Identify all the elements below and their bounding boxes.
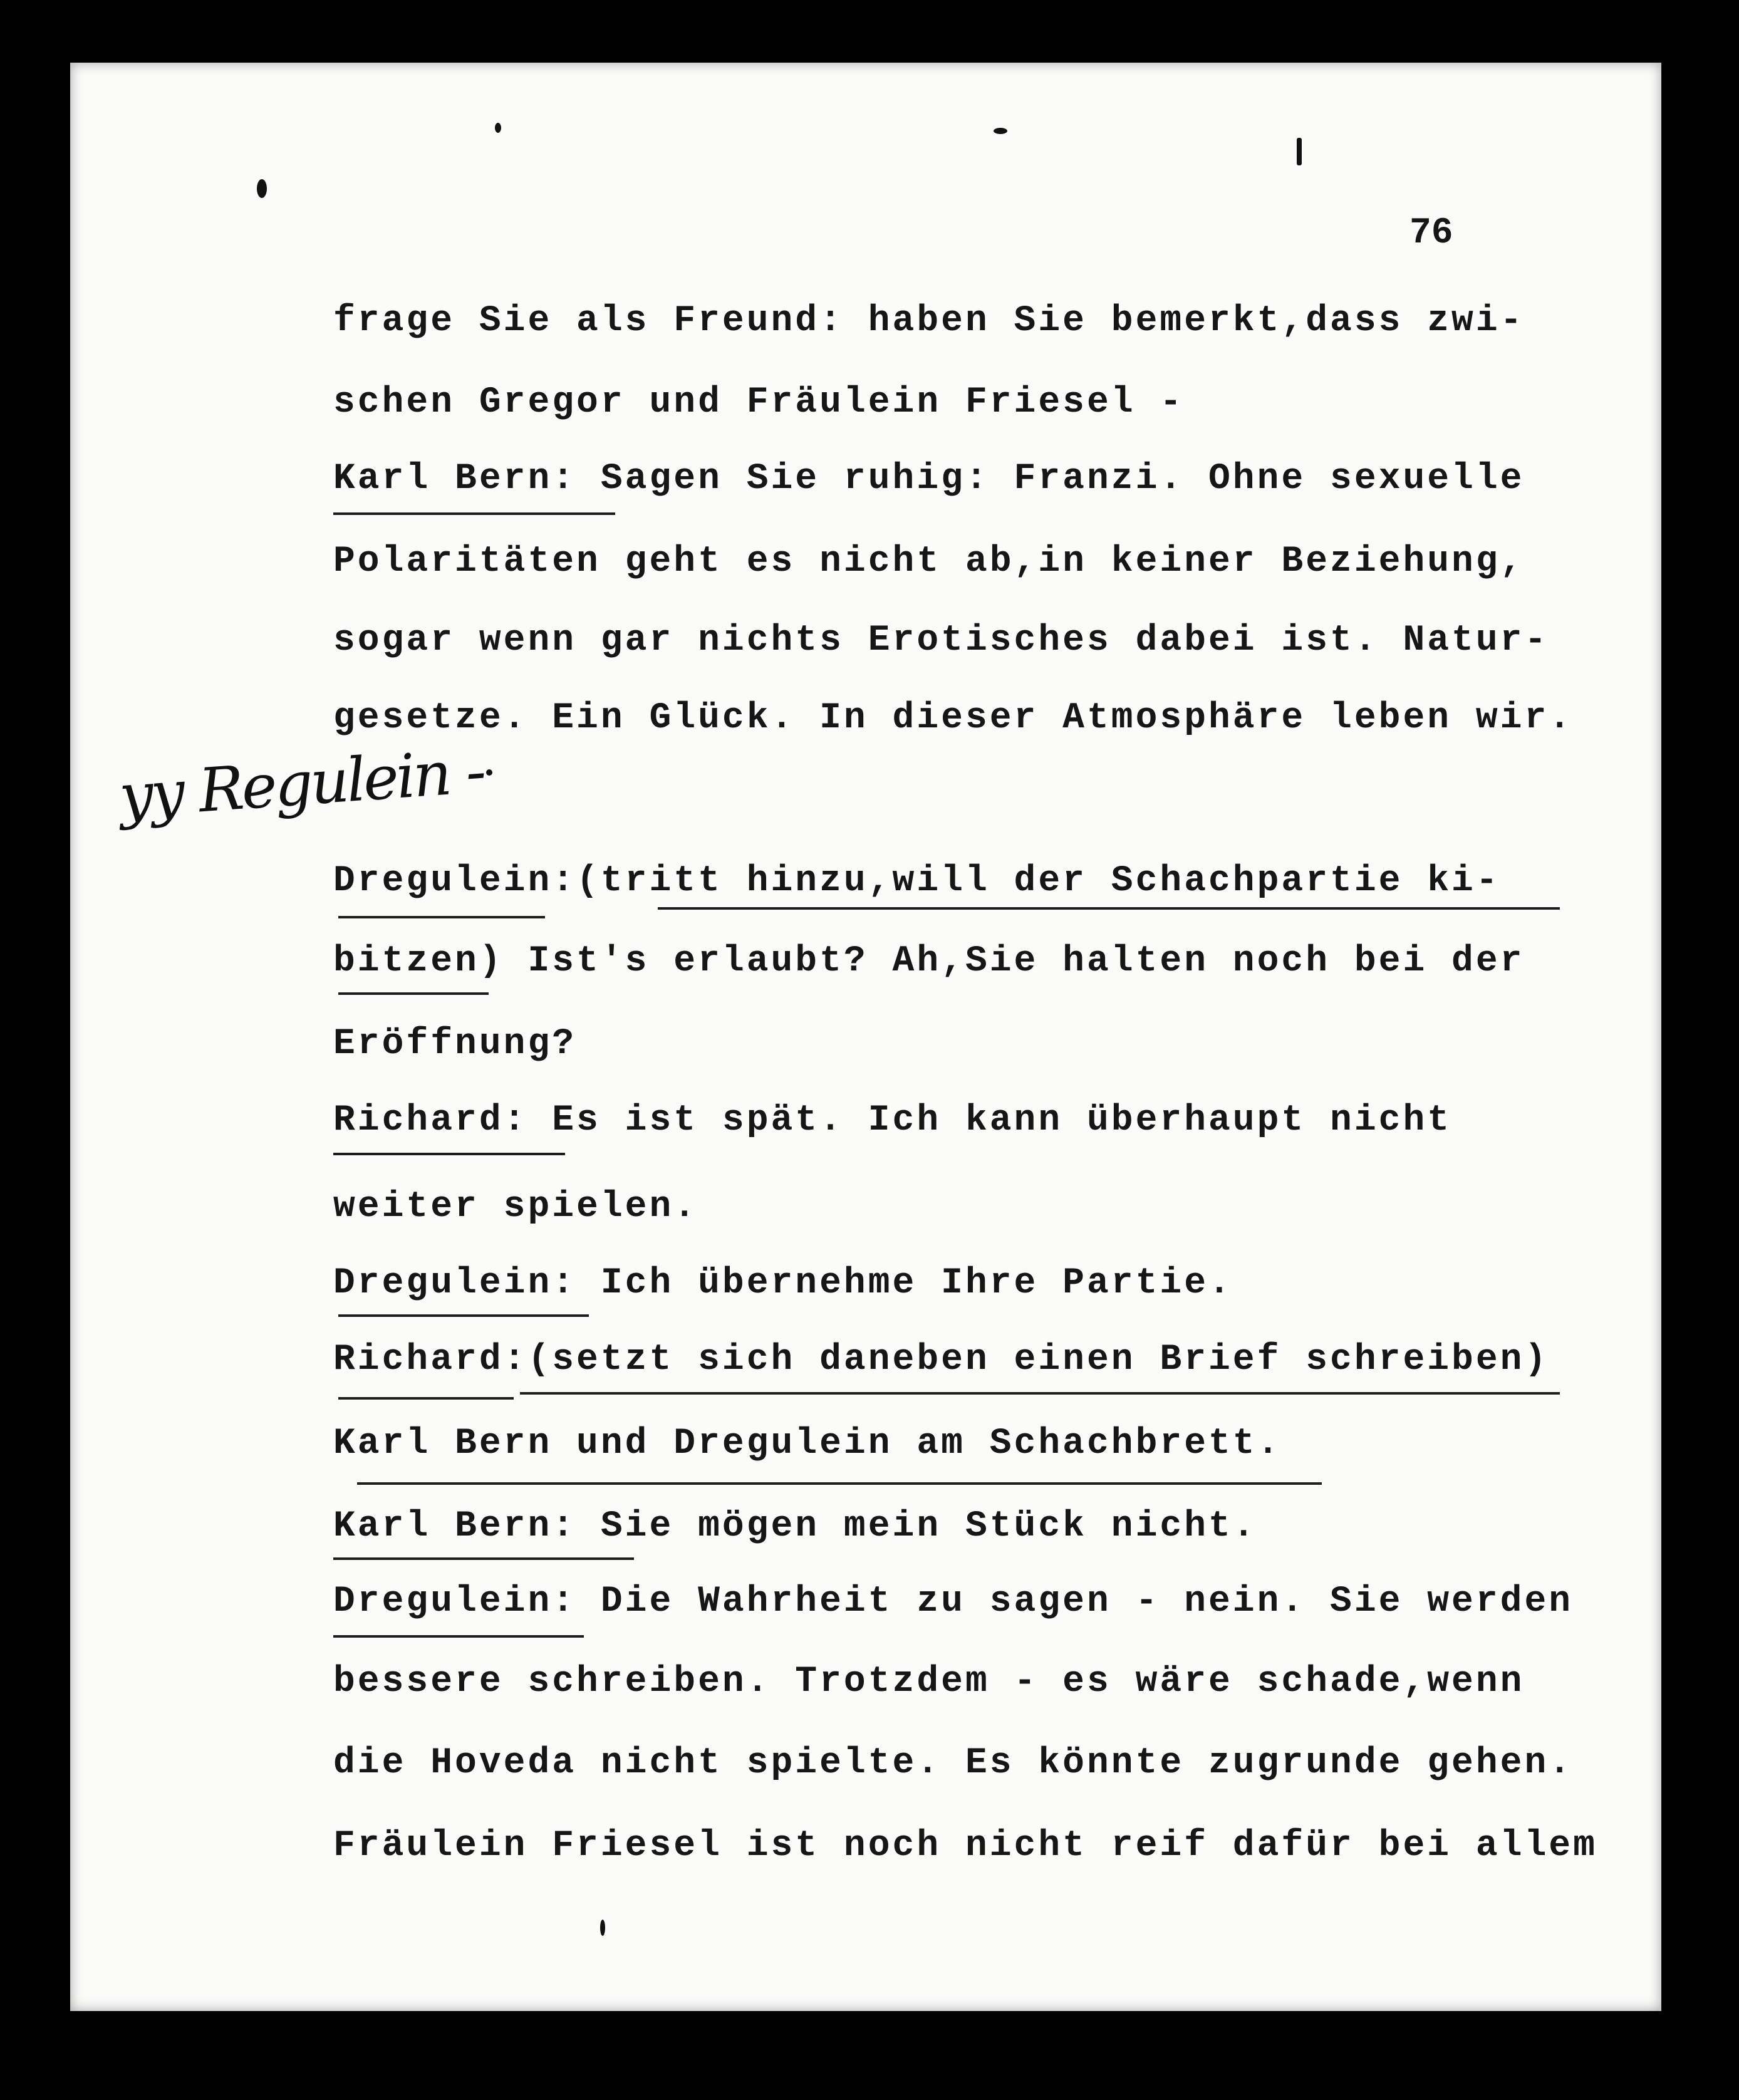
text-line: Polaritäten geht es nicht ab,in keiner Beziehung, — [333, 541, 1525, 582]
stage-direction-underline — [520, 1392, 1560, 1395]
speaker-underline — [333, 512, 615, 515]
stage-direction-underline — [357, 1482, 1322, 1485]
text-line: die Hoveda nicht spielte. Es könnte zugrunde gehen. — [333, 1743, 1574, 1784]
scan-speck — [600, 1920, 605, 1936]
scan-speck — [994, 128, 1007, 134]
speaker-underline — [333, 1153, 565, 1155]
scan-speck — [257, 179, 267, 198]
text-line: gesetze. Ein Glück. In dieser Atmosphäre leben wir. — [333, 698, 1574, 739]
scan-speck — [1297, 138, 1302, 165]
speaker-underline — [333, 1557, 634, 1560]
speaker-underline — [333, 1635, 584, 1638]
text-line: Dregulein: Ich übernehme Ihre Partie. — [333, 1263, 1233, 1304]
text-line: Eröffnung? — [333, 1024, 577, 1064]
text-line: Karl Bern: Sie mögen mein Stück nicht. — [333, 1506, 1257, 1547]
speaker-underline — [338, 916, 545, 918]
page-number: 76 — [1409, 213, 1453, 254]
stage-direction-underline — [658, 907, 1560, 910]
text-line: Karl Bern: Sagen Sie ruhig: Franzi. Ohne sexuelle — [333, 459, 1525, 499]
text-line: Karl Bern und Dregulein am Schachbrett. — [333, 1423, 1282, 1464]
speaker-underline — [338, 1314, 589, 1317]
text-line: Richard:(setzt sich daneben einen Brief schreiben) — [333, 1339, 1549, 1380]
handwritten-margin-note: yy Regulein - — [117, 736, 486, 832]
text-line: bitzen) Ist's erlaubt? Ah,Sie halten noch bei der — [333, 941, 1525, 982]
speaker-underline — [338, 1397, 514, 1400]
text-line: sogar wenn gar nichts Erotisches dabei ist. Natur- — [333, 620, 1549, 661]
stage-direction-underline — [338, 992, 489, 995]
text-line: schen Gregor und Fräulein Friesel - — [333, 382, 1185, 423]
text-line: Richard: Es ist spät. Ich kann überhaupt nicht — [333, 1100, 1452, 1141]
text-line: Dregulein: Die Wahrheit zu sagen - nein. Sie werden — [333, 1581, 1574, 1622]
typewritten-page — [70, 63, 1661, 2011]
text-line: Dregulein:(tritt hinzu,will der Schachpartie ki- — [333, 861, 1500, 902]
scan-speck — [486, 769, 492, 776]
text-line: frage Sie als Freund: haben Sie bemerkt,dass zwi- — [333, 301, 1525, 341]
text-line: weiter spielen. — [333, 1187, 698, 1227]
text-line: Fräulein Friesel ist noch nicht reif dafür bei allem — [333, 1826, 1597, 1866]
text-line: bessere schreiben. Trotzdem - es wäre schade,wenn — [333, 1661, 1525, 1702]
scan-speck — [495, 123, 501, 133]
